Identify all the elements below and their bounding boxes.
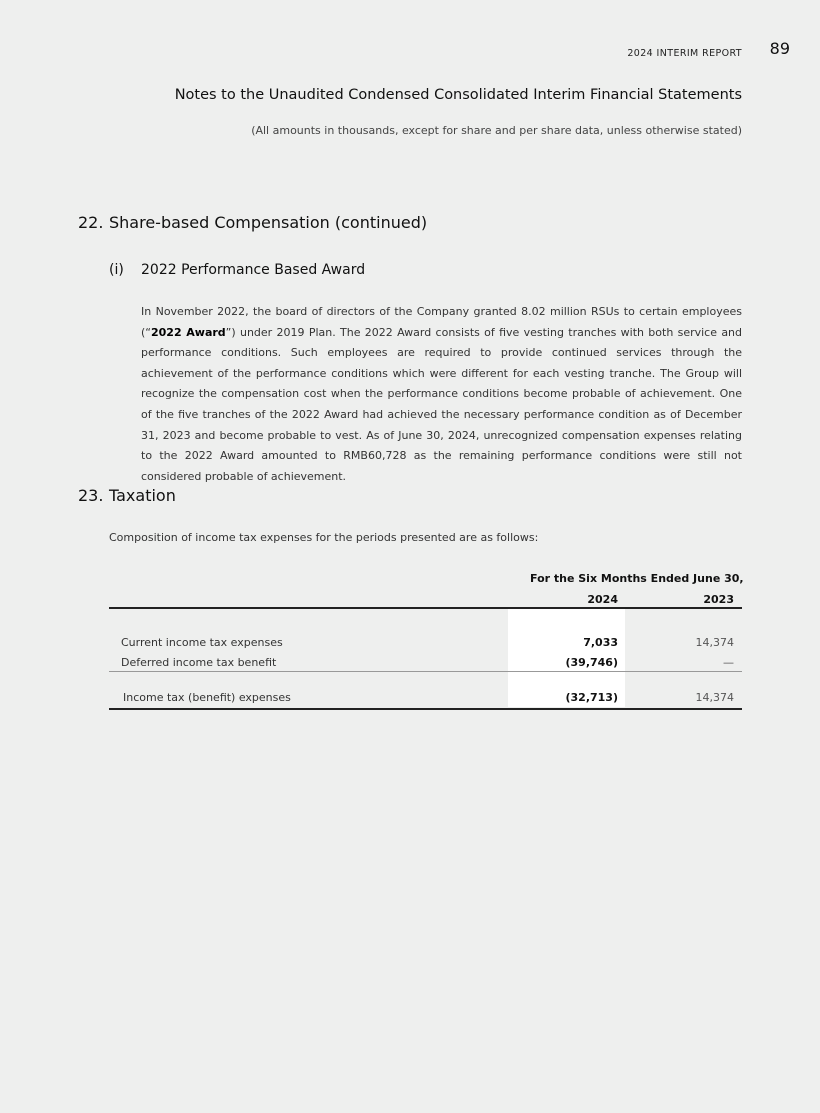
subtotal-rule	[109, 671, 742, 672]
row-label-current-tax: Current income tax expenses	[121, 636, 283, 649]
row-value-2024-current-tax: 7,033	[583, 636, 618, 649]
row-label-total-tax: Income tax (benefit) expenses	[123, 691, 291, 704]
taxation-intro: Composition of income tax expenses for the periods presented are as follows:	[109, 531, 539, 544]
row-value-2024-deferred-tax: (39,746)	[565, 656, 618, 669]
section-23-title: Taxation	[109, 486, 176, 505]
page-number: 89	[769, 39, 790, 58]
row-value-2023-deferred-tax: —	[723, 656, 734, 669]
para-bold-term: 2022 Award	[151, 325, 226, 339]
page-subtitle: (All amounts in thousands, except for share and per share data, unless otherwise stated)	[251, 124, 742, 137]
award-paragraph	[141, 302, 742, 487]
row-value-2023-current-tax: 14,374	[695, 636, 734, 649]
section-23-number: 23.	[78, 486, 104, 505]
para-rest: ”) under 2019 Plan. The 2022 Award consists of five vesting tranches with both service and performance conditions. Such employees are required to provide continued services through the achievement of the performance conditions which were different for each vesting tranche. The Group will recognize the compensation cost when the performance conditions become probable of achievement. One of the five tranches of the 2022 Award had achieved the necessary performance condition as of December 31, 2023 and become probable to vest. As of June 30, 2024, unrecognized compensation expenses relating to the 2022 Award amounted to RMB60,728 as the remaining performance conditions were still not considered probable of achievement.	[141, 325, 743, 483]
page-title: Notes to the Unaudited Condensed Consolidated Interim Financial Statements	[174, 87, 742, 103]
row-value-2024-total-tax: (32,713)	[565, 691, 618, 704]
subsection-title: 2022 Performance Based Award	[141, 262, 366, 278]
total-rule	[109, 708, 742, 710]
para-start: In November 2022, the board of directors of the Company granted 8.02 million RSUs to certain employees (“	[141, 305, 742, 339]
row-label-deferred-tax: Deferred income tax benefit	[121, 656, 277, 669]
period-header: For the Six Months Ended June 30,	[530, 572, 744, 585]
row-value-2023-total-tax: 14,374	[695, 691, 734, 704]
section-22-title: Share-based Compensation (continued)	[109, 213, 428, 232]
col-header-2023: 2023	[703, 593, 734, 606]
report-name: 2024 INTERIM REPORT	[627, 48, 742, 59]
col-header-2024: 2024	[587, 593, 618, 606]
header-rule	[109, 607, 742, 609]
section-22-number: 22.	[78, 213, 104, 232]
subsection-number: (i)	[109, 262, 124, 278]
